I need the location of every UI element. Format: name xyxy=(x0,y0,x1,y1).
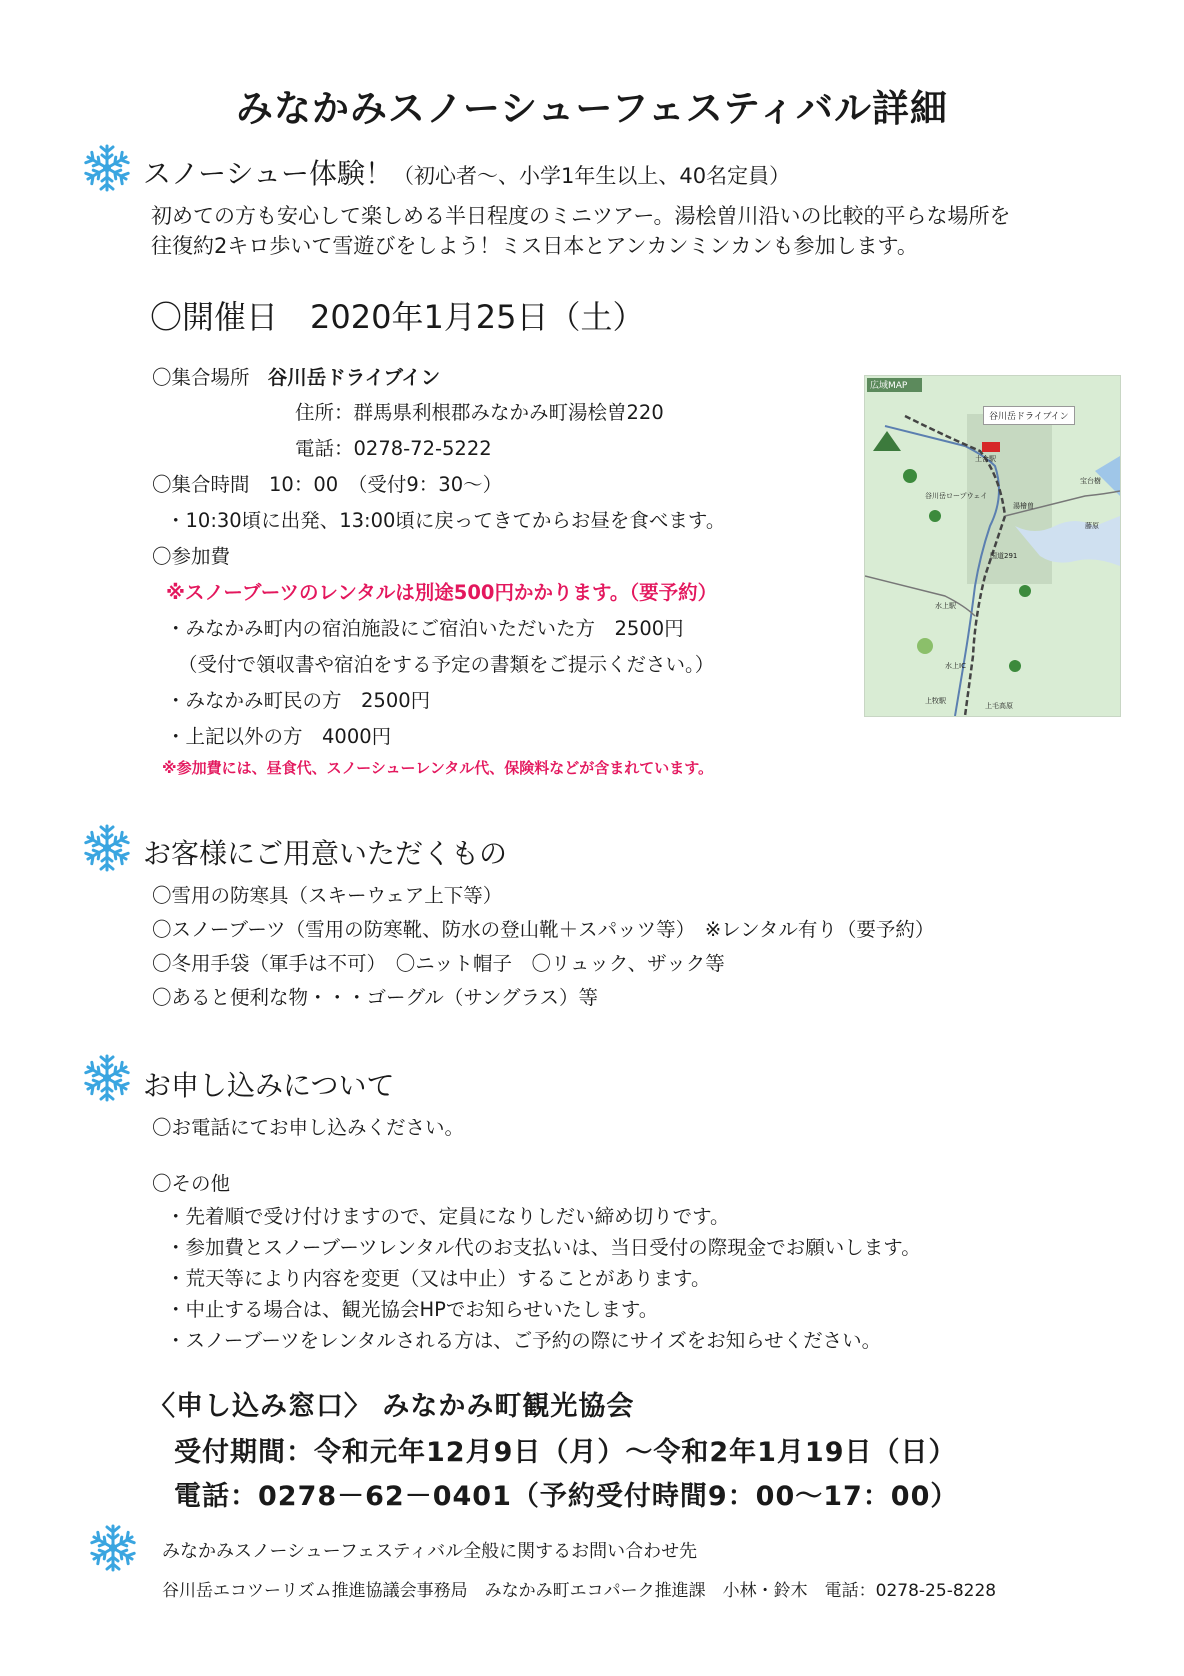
map-label: 上毛高原 xyxy=(985,702,1013,710)
map-label: 宝台樹 xyxy=(1080,477,1101,485)
boots-rental-note: ※スノーブーツのレンタルは別途500円かかります。（要予約） xyxy=(166,581,718,604)
bring-heading: お客様にご用意いただくもの xyxy=(143,837,508,870)
apply-heading: お申し込みについて xyxy=(143,1069,395,1102)
fee-label: 〇参加費 xyxy=(152,545,231,568)
apply-tel: 電話：0278－62－0401（予約受付時間9：00～17：00） xyxy=(174,1481,959,1512)
apply-note: ・先着順で受け付けますので、定員になりしだい締め切りです。 xyxy=(166,1205,730,1228)
page-title: みなかみスノーシューフェスティバル詳細 xyxy=(235,87,948,130)
apply-window: 〈申し込み窓口〉 みなかみ町観光協会 xyxy=(148,1391,635,1422)
fee-includes-note: ※参加費には、昼食代、スノーシューレンタル代、保険料などが含まれています。 xyxy=(162,759,714,777)
meeting-place-row xyxy=(152,362,440,390)
map-graphic xyxy=(865,376,1120,716)
fee-resident: ・みなかみ町民の方 2500円 xyxy=(166,689,431,712)
apply-note: ・荒天等により内容を変更（又は中止）することがあります。 xyxy=(166,1267,711,1290)
map-label: 水上駅 xyxy=(935,602,956,610)
map-label: 湯檜曽 xyxy=(1013,502,1034,510)
bring-item-4: 〇あると便利な物・・・ゴーグル（サングラス）等 xyxy=(152,986,598,1009)
map-label: 藤原 xyxy=(1085,522,1099,530)
footer-contact: 谷川岳エコツーリズム推進協議会事務局 みなかみ町エコパーク推進課 小林・鈴木 電話：0278-25-8228 xyxy=(162,1581,997,1601)
map-label: 水上IC xyxy=(945,662,966,670)
apply-other-label: 〇その他 xyxy=(152,1172,231,1195)
experience-description-1: 初めての方も安心して楽しめる半日程度のミニツアー。湯桧曽川沿いの比較的平らな場所を xyxy=(151,204,1011,228)
meeting-phone: 電話：0278-72-5222 xyxy=(295,437,492,460)
map-label: 土合駅 xyxy=(975,455,996,463)
section-heading-experience xyxy=(143,152,790,192)
map-label: 谷川岳ロープウェイ xyxy=(925,492,988,500)
area-map xyxy=(864,375,1121,717)
apply-note: ・スノーブーツをレンタルされる方は、ご予約の際にサイズをお知らせください。 xyxy=(166,1329,882,1352)
meeting-time-note: ・10:30頃に出発、13:00頃に戻ってきてからお昼を食べます。 xyxy=(166,509,726,532)
bring-item-1: 〇雪用の防寒具（スキーウェア上下等） xyxy=(152,884,503,907)
snowflake-icon xyxy=(88,1523,138,1573)
bring-item-2: 〇スノーブーツ（雪用の防寒靴、防水の登山靴＋スパッツ等） ※レンタル有り（要予約） xyxy=(152,918,935,941)
apply-note: ・参加費とスノーブーツレンタル代のお支払いは、当日受付の際現金でお願いします。 xyxy=(166,1236,921,1259)
experience-heading: スノーシュー体験！ xyxy=(143,157,394,190)
meeting-time: 〇集合時間 10：00 （受付9：30～） xyxy=(152,473,503,496)
fee-guest-note: （受付で領収書や宿泊をする予定の書類をご提示ください。） xyxy=(178,653,715,676)
map-label: 上牧駅 xyxy=(925,697,946,705)
map-callout: 谷川岳ドライブイン xyxy=(983,406,1075,425)
meeting-place-name: 谷川岳ドライブイン xyxy=(267,366,441,389)
apply-period: 受付期間：令和元年12月9日（月）～令和2年1月19日（日） xyxy=(174,1437,957,1468)
snowflake-icon xyxy=(82,823,132,873)
meeting-address: 住所：群馬県利根郡みなかみ町湯桧曽220 xyxy=(295,401,664,424)
fee-guest: ・みなかみ町内の宿泊施設にご宿泊いただいた方 2500円 xyxy=(166,617,684,640)
snowflake-icon xyxy=(82,1053,132,1103)
apply-note: ・中止する場合は、観光協会HPでお知らせいたします。 xyxy=(166,1298,659,1321)
map-label: 国道291 xyxy=(990,552,1018,560)
experience-description-2: 往復約2キロ歩いて雪遊びをしよう！ミス日本とアンカンミンカンも参加します。 xyxy=(151,234,918,258)
bring-item-3: 〇冬用手袋（軍手は不可） 〇ニット帽子 〇リュック、ザック等 xyxy=(152,952,725,975)
snowflake-icon xyxy=(82,143,132,193)
meeting-place-label: 〇集合場所 xyxy=(152,366,250,389)
map-header: 広域MAP xyxy=(870,381,908,391)
footer-inquiry-title: みなかみスノーシューフェスティバル全般に関するお問い合わせ先 xyxy=(162,1541,698,1562)
apply-phone-line: 〇お電話にてお申し込みください。 xyxy=(152,1116,465,1139)
fee-other: ・上記以外の方 4000円 xyxy=(166,725,392,748)
experience-heading-note: （初心者～、小学1年生以上、40名定員） xyxy=(393,164,791,188)
event-date: 〇開催日 2020年1月25日（土） xyxy=(150,298,645,336)
